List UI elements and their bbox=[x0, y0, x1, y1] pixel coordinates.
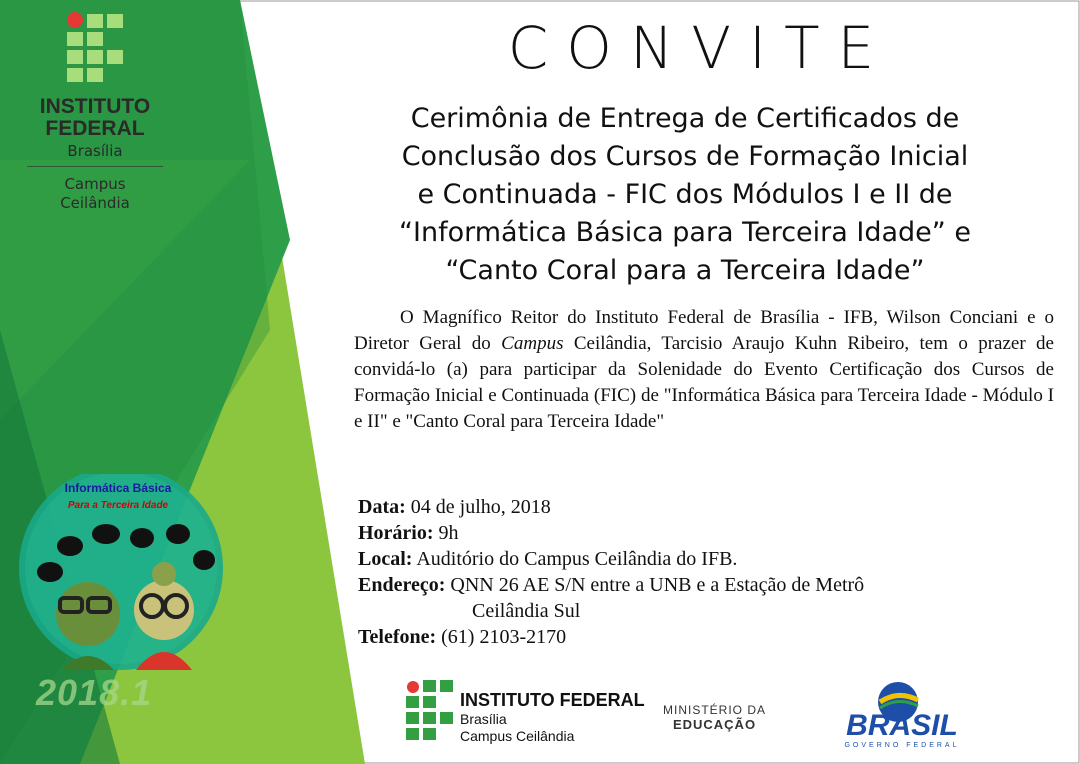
body-part1: O Magnífico Reitor do Instituto Federal de Brasília - IFB, Wilson Conciani e o Diretor Geral do bbox=[354, 307, 1054, 354]
if-logo-text bbox=[20, 96, 170, 213]
mec-line2: EDUCAÇÃO bbox=[672, 717, 757, 732]
if-title-line1: INSTITUTO bbox=[39, 95, 151, 118]
phone-value: (61) 2103-2170 bbox=[436, 626, 567, 648]
invite-body bbox=[354, 305, 1054, 435]
address-label: Endereço: bbox=[358, 574, 446, 596]
body-campus: Campus bbox=[501, 333, 564, 354]
footer-if-title: INSTITUTO FEDERAL bbox=[460, 690, 645, 710]
if-title-line2: FEDERAL bbox=[45, 117, 145, 140]
brasil-sub: GOVERNO FEDERAL bbox=[844, 742, 960, 749]
phone-label: Telefone: bbox=[358, 626, 437, 648]
if-footer-text bbox=[460, 690, 645, 745]
event-details bbox=[358, 494, 1038, 650]
if-campus-line1: Campus bbox=[64, 175, 126, 193]
place-label: Local: bbox=[358, 548, 413, 570]
address-value: QNN 26 AE S/N entre a UNB e a Estação de Metrô bbox=[445, 574, 865, 596]
time-label: Horário: bbox=[358, 522, 434, 544]
detail-date bbox=[358, 494, 1038, 520]
subtitle-line: Cerimônia de Entrega de Certificados de bbox=[410, 103, 960, 134]
badge-title: Informática Básica bbox=[64, 481, 172, 495]
brasil-word: BRASIL bbox=[846, 709, 958, 742]
detail-time bbox=[358, 520, 1038, 546]
detail-place bbox=[358, 546, 1038, 572]
badge-year: 2018.1 bbox=[36, 672, 153, 713]
subtitle-line: e Continuada - FIC dos Módulos I e II de bbox=[417, 179, 953, 210]
footer-if-campus: Campus Ceilândia bbox=[460, 728, 575, 744]
if-footer-logo-icon bbox=[406, 680, 456, 742]
date-label: Data: bbox=[358, 496, 406, 518]
place-value: Auditório do Campus Ceilândia do IFB. bbox=[412, 548, 738, 570]
date-value: 04 de julho, 2018 bbox=[405, 496, 551, 518]
if-campus-line2: Ceilândia bbox=[60, 194, 130, 212]
footer-if-city: Brasília bbox=[460, 711, 507, 727]
subtitle-line: “Canto Coral para a Terceira Idade” bbox=[445, 255, 925, 286]
detail-address bbox=[358, 572, 1038, 624]
time-value: 9h bbox=[433, 522, 459, 544]
detail-phone bbox=[358, 624, 1038, 650]
invite-subtitle bbox=[340, 100, 1030, 290]
brasil-government-logo bbox=[822, 680, 982, 750]
mec-logo bbox=[663, 703, 766, 732]
subtitle-line: Conclusão dos Cursos de Formação Inicial bbox=[401, 141, 969, 172]
subtitle-line: “Informática Básica para Terceira Idade” e bbox=[399, 217, 971, 248]
badge-subtitle: Para a Terceira Idade bbox=[67, 500, 169, 511]
if-logo-icon bbox=[30, 12, 160, 92]
address-value-line2: Ceilândia Sul bbox=[472, 600, 581, 622]
if-city: Brasília bbox=[67, 142, 123, 160]
body-part2: Ceilândia, Tarcisio Araujo Kuhn Ribeiro, tem o prazer de convidá-lo (a) para participar da Solenidade do Evento Certificação dos Cursos de Formação Inicial e Continuada (FIC) de "Informática Básica para Terceira Idade - Módulo I e II" e "Canto Coral para Terceira Idade" bbox=[354, 333, 1054, 432]
mec-line1: MINISTÉRIO DA bbox=[663, 703, 767, 717]
divider bbox=[27, 166, 163, 167]
invite-title: CONVITE bbox=[507, 14, 893, 82]
